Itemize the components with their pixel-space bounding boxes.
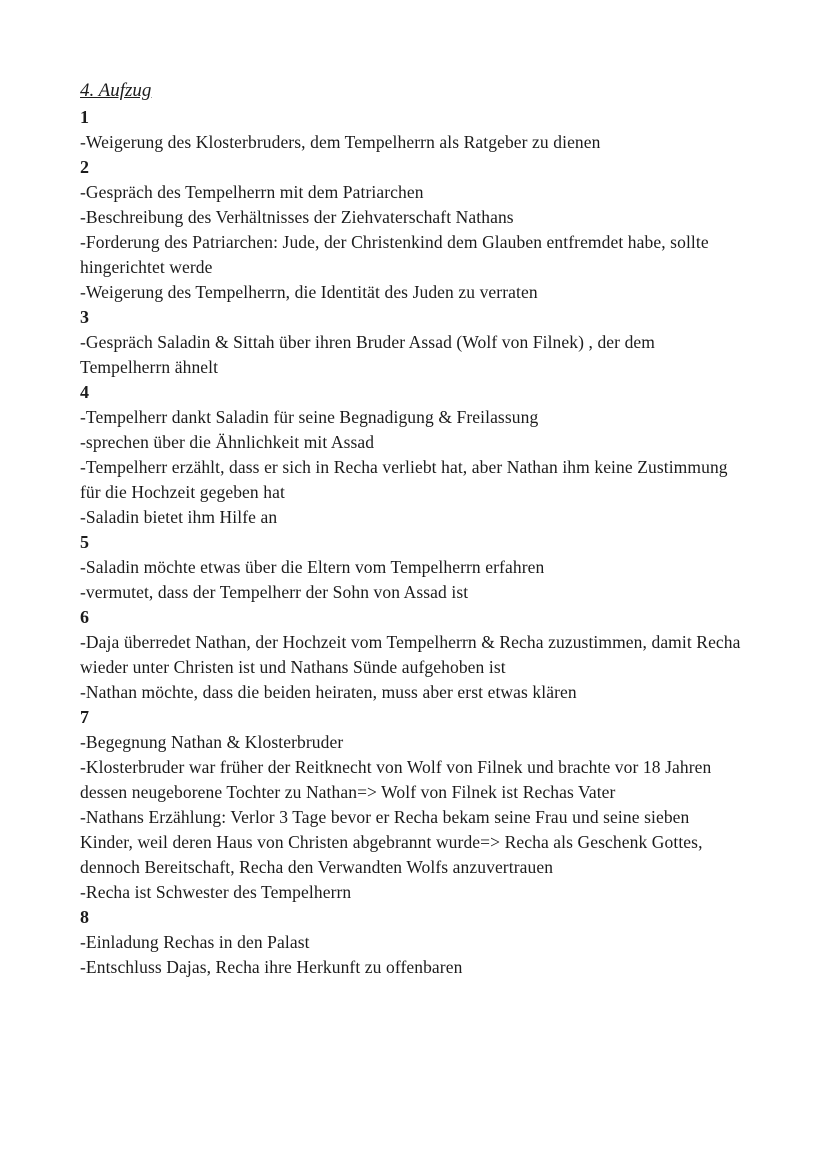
note-line: -Nathan möchte, dass die beiden heiraten, muss aber erst etwas klären: [80, 682, 577, 702]
scene-section: [80, 105, 742, 155]
scene-section: [80, 530, 742, 605]
scene-section: [80, 605, 742, 705]
note-line: -Saladin möchte etwas über die Eltern vom Tempelherrn erfahren: [80, 557, 545, 577]
note-line: -Daja überredet Nathan, der Hochzeit vom Tempelherrn & Recha zuzustimmen, damit Recha wieder unter Christen ist und Nathans Sünde aufgehoben ist: [80, 632, 741, 677]
note-line: -vermutet, dass der Tempelherr der Sohn von Assad ist: [80, 582, 469, 602]
note-line: -Gespräch des Tempelherrn mit dem Patriarchen: [80, 182, 424, 202]
scene-number: 7: [80, 707, 89, 727]
scene-number: 5: [80, 532, 89, 552]
scene-number: 8: [80, 907, 89, 927]
note-line: -sprechen über die Ähnlichkeit mit Assad: [80, 432, 375, 452]
scene-section: [80, 705, 742, 905]
note-line: -Einladung Rechas in den Palast: [80, 932, 310, 952]
note-line: -Weigerung des Tempelherrn, die Identität des Juden zu verraten: [80, 282, 538, 302]
scene-section: [80, 380, 742, 530]
page-title: 4. Aufzug: [80, 80, 152, 101]
sections-container: [80, 105, 742, 980]
scene-number: 2: [80, 157, 89, 177]
note-line: -Forderung des Patriarchen: Jude, der Christenkind dem Glauben entfremdet habe, sollte hingerichtet werde: [80, 232, 709, 277]
note-line: -Nathans Erzählung: Verlor 3 Tage bevor er Recha bekam seine Frau und seine sieben Kinder, weil deren Haus von Christen abgebrannt wurde=> Recha als Geschenk Gottes, dennoch Bereitschaft, Recha den Verwandten Wolfs anzuvertrauen: [80, 807, 703, 877]
scene-section: [80, 155, 742, 305]
scene-section: [80, 905, 742, 980]
note-line: -Tempelherr erzählt, dass er sich in Recha verliebt hat, aber Nathan ihm keine Zustimmung für die Hochzeit gegeben hat: [80, 457, 728, 502]
scene-number: 3: [80, 307, 89, 327]
note-line: -Recha ist Schwester des Tempelherrn: [80, 882, 352, 902]
note-line: -Gespräch Saladin & Sittah über ihren Bruder Assad (Wolf von Filnek) , der dem Tempelherrn ähnelt: [80, 332, 656, 377]
note-line: -Entschluss Dajas, Recha ihre Herkunft zu offenbaren: [80, 957, 463, 977]
note-line: -Klosterbruder war früher der Reitknecht von Wolf von Filnek und brachte vor 18 Jahren dessen neugeborene Tochter zu Nathan=> Wolf von Filnek ist Rechas Vater: [80, 757, 712, 802]
scene-number: 1: [80, 107, 89, 127]
note-line: -Tempelherr dankt Saladin für seine Begnadigung & Freilassung: [80, 407, 539, 427]
scene-number: 6: [80, 607, 89, 627]
note-line: -Beschreibung des Verhältnisses der Ziehvaterschaft Nathans: [80, 207, 514, 227]
note-line: -Weigerung des Klosterbruders, dem Tempelherrn als Ratgeber zu dienen: [80, 132, 601, 152]
scene-section: [80, 305, 742, 380]
note-line: -Saladin bietet ihm Hilfe an: [80, 507, 278, 527]
scene-number: 4: [80, 382, 89, 402]
note-line: -Begegnung Nathan & Klosterbruder: [80, 732, 344, 752]
